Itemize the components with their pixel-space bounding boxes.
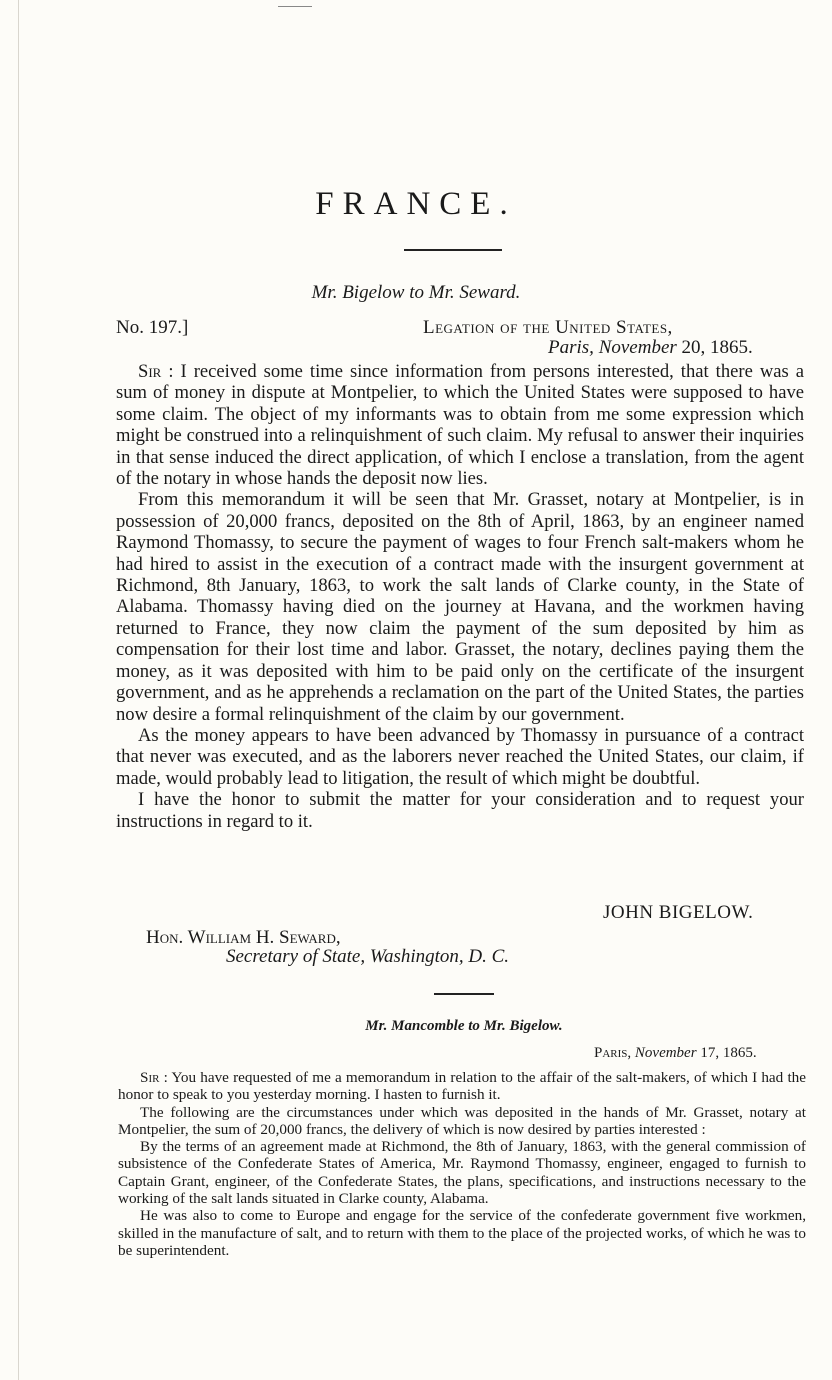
letter1-number: No. 197.] [116,317,189,338]
letter2-date-rest: 17, 1865. [700,1045,757,1061]
letter1-legation: Legation of the United States, [423,317,673,338]
title-divider [404,249,502,251]
letter2-paragraph: By the terms of an agreement made at Richmond, the 8th of January, 1863, with the general commission of subsistence of the Confederate States of America, Mr. Raymond Thomassy, engineer, engaged to furnish to Captain Grant, engineer, of the Confederate States, the plans, specifications, and instructions necessary to the working of the salt lands situated in Clarke county, Alabama. [118,1138,806,1208]
letter2-paragraph: The following are the circumstances under which was deposited in the hands of Mr. Grasset, notary at Montpelier, the sum of 20,000 francs, the delivery of which is now desired by parties interested : [118,1103,806,1138]
letter1-signature: JOHN BIGELOW. [603,902,754,923]
letter1-heading: Mr. Bigelow to Mr. Seward. [311,282,521,303]
letter1-paragraph: I have the honor to submit the matter for your consideration and to request your instructions in regard to it. [116,789,804,832]
letter1-paragraph: From this memorandum it will be seen that Mr. Grasset, notary at Montpelier, is in possession of 20,000 francs, deposited on the 8th of April, 1863, by an engineer named Raymond Thomassy, to secure the payment of wages to four French salt-makers whom he had hired to assist in the execution of a contract made with the insurgent government at Richmond, 8th January, 1863, to work the salt lands of Clarke county, in the State of Alabama. Thomassy having died on the journey at Havana, and the workmen having returned to France, they now claim the payment of the sum deposited by him as compensation for their lost time and labor. Grasset, the notary, declines paying them the money, as it was deposited with him to be paid only on the certificate of the insurgent government, and as he apprehends a reclamation on the part of the United States, the parties now desire a formal relinquishment of the claim by our government. [116,489,804,725]
letter2-dateline [594,1045,757,1062]
letter1-paragraph [116,361,804,489]
letter1-date-month: November [598,337,677,358]
letter2-body [118,1069,806,1259]
letter1-addressee-name: Hon. William H. Seward, [146,927,341,948]
letter1-paragraph: As the money appears to have been advanced by Thomassy in pursuance of a contract that never was executed, and as the laborers never reached the United States, our claim, if made, would probably lead to litigation, the result of which might be doubtful. [116,724,804,789]
letter2-paragraph: He was also to come to Europe and engage for the service of the confederate government five workmen, skilled in the manufacture of salt, and to return with them to the place of the projected works, of which he was to be superintendent. [118,1207,806,1259]
letter1-salutation: Sir : [138,361,174,382]
letter2-heading: Mr. Mancomble to Mr. Bigelow. [365,1018,563,1034]
letter1-body [116,361,804,832]
letter1-date-rest: 20, 1865. [681,337,753,358]
letter2-date-month: November [634,1045,697,1061]
letter1-addressee-title: Secretary of State, Washington, D. C. [226,946,510,967]
letter1-dateline [548,337,753,359]
letter2-paragraph [118,1069,806,1104]
letter2-salutation: Sir : [140,1069,168,1086]
letter1-date-place: Paris, [548,337,594,358]
section-divider [434,993,494,995]
letter2-paragraph-text: You have requested of me a memorandum in relation to the affair of the salt-makers, of which I had the honor to speak to you yesterday morning. I hasten to furnish it. [118,1069,806,1104]
letter1-paragraph-text: I received some time since information from persons interested, that there was a sum of money in dispute at Montpelier, to which the United States were supposed to have some claim. The object of my informants was to obtain from me some expression which might be construed into a relinquishment of such claim. My refusal to answer their inquiries in that sense induced the direct application, of which I enclose a translation, from the agent of the notary in whose hands the deposit now lies. [116,361,805,490]
page-title: FRANCE. [315,186,517,222]
top-mark [278,0,312,7]
letter2-date-place: Paris, [594,1045,632,1061]
